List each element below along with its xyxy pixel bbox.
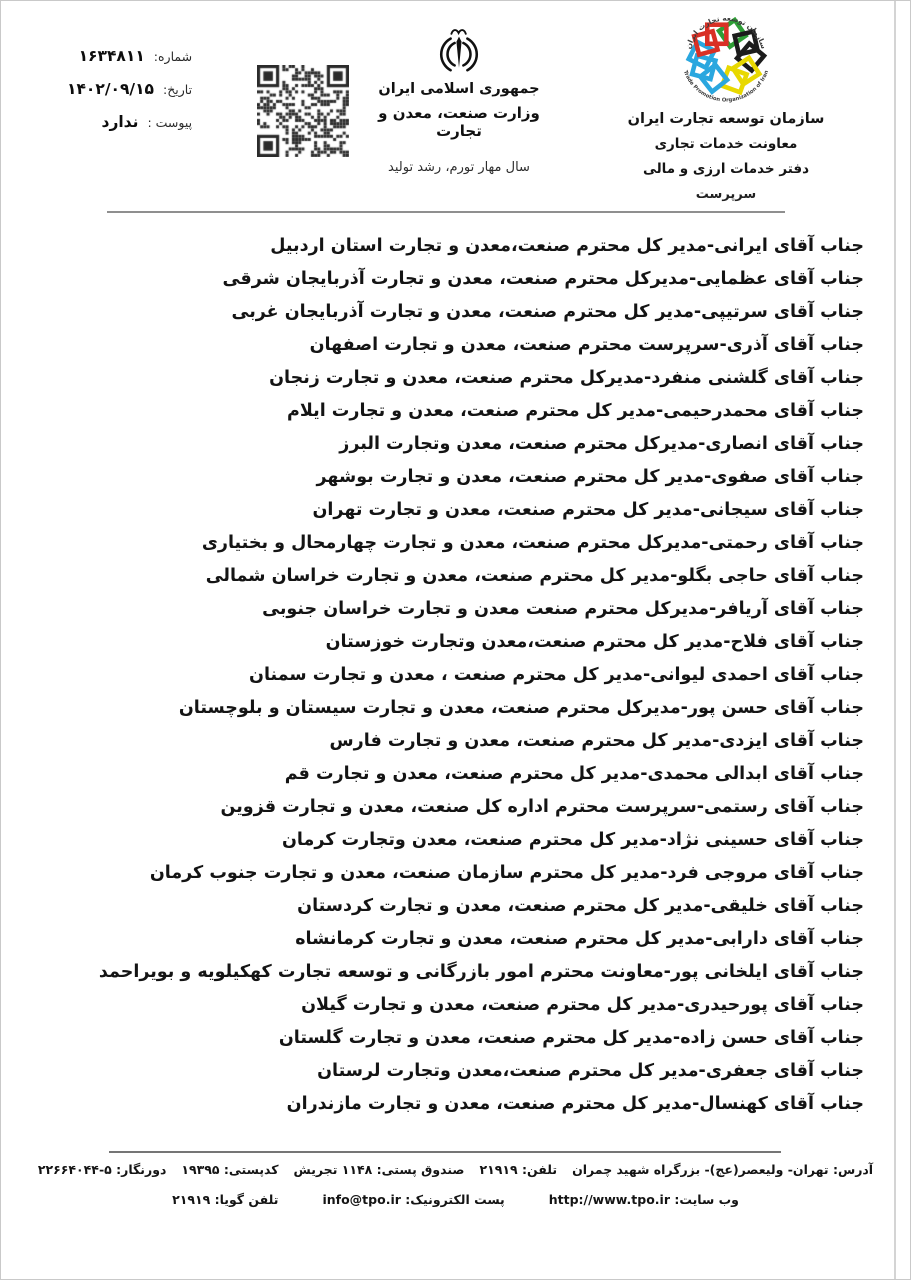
footer-voicephone-value: ۲۱۹۱۹ (172, 1192, 211, 1207)
footer-pobox-label: صندوق پستی: (376, 1162, 465, 1177)
recipient-line: جناب آقای کهنسال-مدیر کل محترم صنعت، معدن و تجارت مازندران (286, 1094, 864, 1114)
logo-arc-bottom-text: Trade Promotion Organization of Iran (681, 69, 771, 104)
recipient-line: جناب آقای محمدرحیمی-مدیر کل محترم صنعت، معدن و تجارت ایلام (287, 401, 864, 421)
recipient-line: جناب آقای ایرانی-مدیر کل محترم صنعت،معدن و تجارت استان اردبیل (270, 236, 864, 256)
recipient-line: جناب آقای احمدی لیوانی-مدیر کل محترم صنعت ، معدن و تجارت سمنان (249, 665, 864, 685)
footer-voicephone-label: تلفن گویا: (214, 1192, 279, 1207)
recipient-line: جناب آقای آریافر-مدیرکل محترم صنعت معدن و تجارت خراسان جنوبی (262, 599, 864, 619)
footer-contact-line (29, 1162, 882, 1177)
footer-phone-value: ۲۱۹۱۹ (479, 1162, 518, 1177)
footer-postalcode (181, 1162, 278, 1177)
recipient-line: جناب آقای ایلخانی پور-معاونت محترم امور بازرگانی و توسعه تجارت کهکیلویه و بویراحمد (98, 962, 864, 982)
organization-name: سازمان توسعه تجارت ایران (627, 111, 825, 127)
letter-date-value: ۱۴۰۲/۰۹/۱۵ (67, 80, 155, 98)
ministry-title: وزارت صنعت، معدن و تجارت (378, 104, 540, 140)
recipient-line: جناب آقای سیجانی-مدیر کل محترم صنعت، معدن و تجارت تهران (312, 500, 864, 520)
recipient-line: جناب آقای ابدالی محمدی-مدیر کل محترم صنعت، معدن و تجارت قم (284, 764, 864, 784)
iran-emblem-icon (435, 25, 483, 77)
footer-postalcode-value: ۱۹۳۹۵ (181, 1162, 220, 1177)
deputy-name: معاونت خدمات تجاری (654, 136, 798, 152)
footer-website (549, 1192, 739, 1207)
letter-attachment-row (67, 113, 192, 131)
footer-email (322, 1192, 504, 1207)
office-name: دفتر خدمات ارزی و مالی (642, 161, 810, 177)
letter-date-row (67, 80, 192, 98)
footer-voicephone (172, 1192, 278, 1207)
footer-email-label: پست الکترونیک: (405, 1192, 505, 1207)
footer-web-line (29, 1192, 882, 1207)
footer-email-value: info@tpo.ir (322, 1192, 401, 1207)
recipient-line: جناب آقای حسن زاده-مدیر کل محترم صنعت، معدن و تجارت گلستان (278, 1028, 864, 1048)
footer-website-value: http://www.tpo.ir (548, 1192, 670, 1207)
footer-pobox (294, 1162, 465, 1177)
page-edge-line (894, 1, 896, 1279)
letter-number-row (67, 47, 192, 65)
logo-arc-top-text: سازمان توسعه تجارت ایران (683, 13, 769, 50)
footer-website-label: وب سایت: (674, 1192, 739, 1207)
recipient-line: جناب آقای فلاح-مدیر کل محترم صنعت،معدن وتجارت خوزستان (325, 632, 864, 652)
recipient-line: جناب آقای حاجی بگلو-مدیر کل محترم صنعت، معدن و تجارت خراسان شمالی (205, 566, 864, 586)
recipient-list (56, 230, 864, 1121)
footer-divider (109, 1151, 781, 1153)
tpo-logo (676, 7, 776, 107)
letter-attachment-value: ندارد (101, 113, 139, 131)
letter-number-value: ۱۶۳۴۸۱۱ (78, 47, 145, 65)
recipient-line: جناب آقای آذری-سرپرست محترم صنعت، معدن و تجارت اصفهان (309, 335, 864, 355)
letter-date-label: تاریخ: (163, 82, 193, 97)
letter-number-label: شماره: (153, 49, 193, 64)
country-title: جمهوری اسلامی ایران (378, 81, 540, 97)
recipient-line: جناب آقای صفوی-مدیر کل محترم صنعت، معدن و تجارت بوشهر (316, 467, 864, 487)
footer-fax-label: دورنگار: (116, 1162, 167, 1177)
footer-fax-value: ۵-۲۲۶۶۴۰۴۴ (37, 1162, 112, 1177)
footer-phone (480, 1162, 558, 1177)
letter-attachment-label: پیوست : (147, 115, 193, 130)
national-header (369, 25, 549, 140)
footer-pobox-value: ۱۱۴۸ تجریش (293, 1162, 373, 1177)
recipient-line: جناب آقای ایزدی-مدیر کل محترم صنعت، معدن و تجارت فارس (329, 731, 864, 751)
recipient-line: جناب آقای رستمی-سرپرست محترم اداره کل صنعت، معدن و تجارت قزوین (220, 797, 864, 817)
recipient-line: جناب آقای رحمتی-مدیرکل محترم صنعت، معدن و تجارت چهارمحال و بختیاری (201, 533, 864, 553)
recipient-line: جناب آقای مروجی فرد-مدیر کل محترم سازمان صنعت، معدن و تجارت جنوب کرمان (149, 863, 864, 883)
year-slogan: سال مهار تورم، رشد تولید (388, 160, 530, 175)
footer-address (572, 1162, 873, 1177)
letter-meta (67, 47, 192, 146)
header-divider (107, 211, 785, 213)
recipient-line: جناب آقای سرتیپی-مدیر کل محترم صنعت، معدن و تجارت آذربایجان غربی (231, 302, 864, 322)
role-title: سرپرست (695, 187, 757, 202)
footer-address-value: تهران- ولیعصر(عج)- بزرگراه شهید چمران (572, 1162, 829, 1177)
footer-phone-label: تلفن: (522, 1162, 558, 1177)
recipient-line: جناب آقای حسینی نژاد-مدیر کل محترم صنعت، معدن وتجارت کرمان (282, 830, 864, 850)
recipient-line: جناب آقای دارابی-مدیر کل محترم صنعت، معدن و تجارت کرمانشاه (295, 929, 864, 949)
recipient-line: جناب آقای حسن پور-مدیرکل محترم صنعت، معدن و تجارت سیستان و بلوچستان (178, 698, 864, 718)
footer-postalcode-label: کدپستی: (223, 1162, 279, 1177)
recipient-line: جناب آقای پورحیدری-مدیر کل محترم صنعت، معدن و تجارت گیلان (301, 995, 864, 1015)
recipient-line: جناب آقای عظمایی-مدیرکل محترم صنعت، معدن و تجارت آذربایجان شرقی (222, 269, 864, 289)
recipient-line: جناب آقای جعفری-مدیر کل محترم صنعت،معدن وتجارت لرستان (317, 1061, 864, 1081)
organization-header (613, 7, 839, 202)
recipient-line: جناب آقای گلشنی منفرد-مدیرکل محترم صنعت، معدن و تجارت زنجان (269, 368, 864, 388)
recipient-line: جناب آقای خلیقی-مدیر کل محترم صنعت، معدن و تجارت کردستان (297, 896, 864, 916)
footer-fax (38, 1162, 166, 1177)
footer-address-label: آدرس: (832, 1162, 874, 1177)
qr-code (257, 65, 349, 157)
recipient-line: جناب آقای انصاری-مدیرکل محترم صنعت، معدن وتجارت البرز (339, 434, 864, 454)
